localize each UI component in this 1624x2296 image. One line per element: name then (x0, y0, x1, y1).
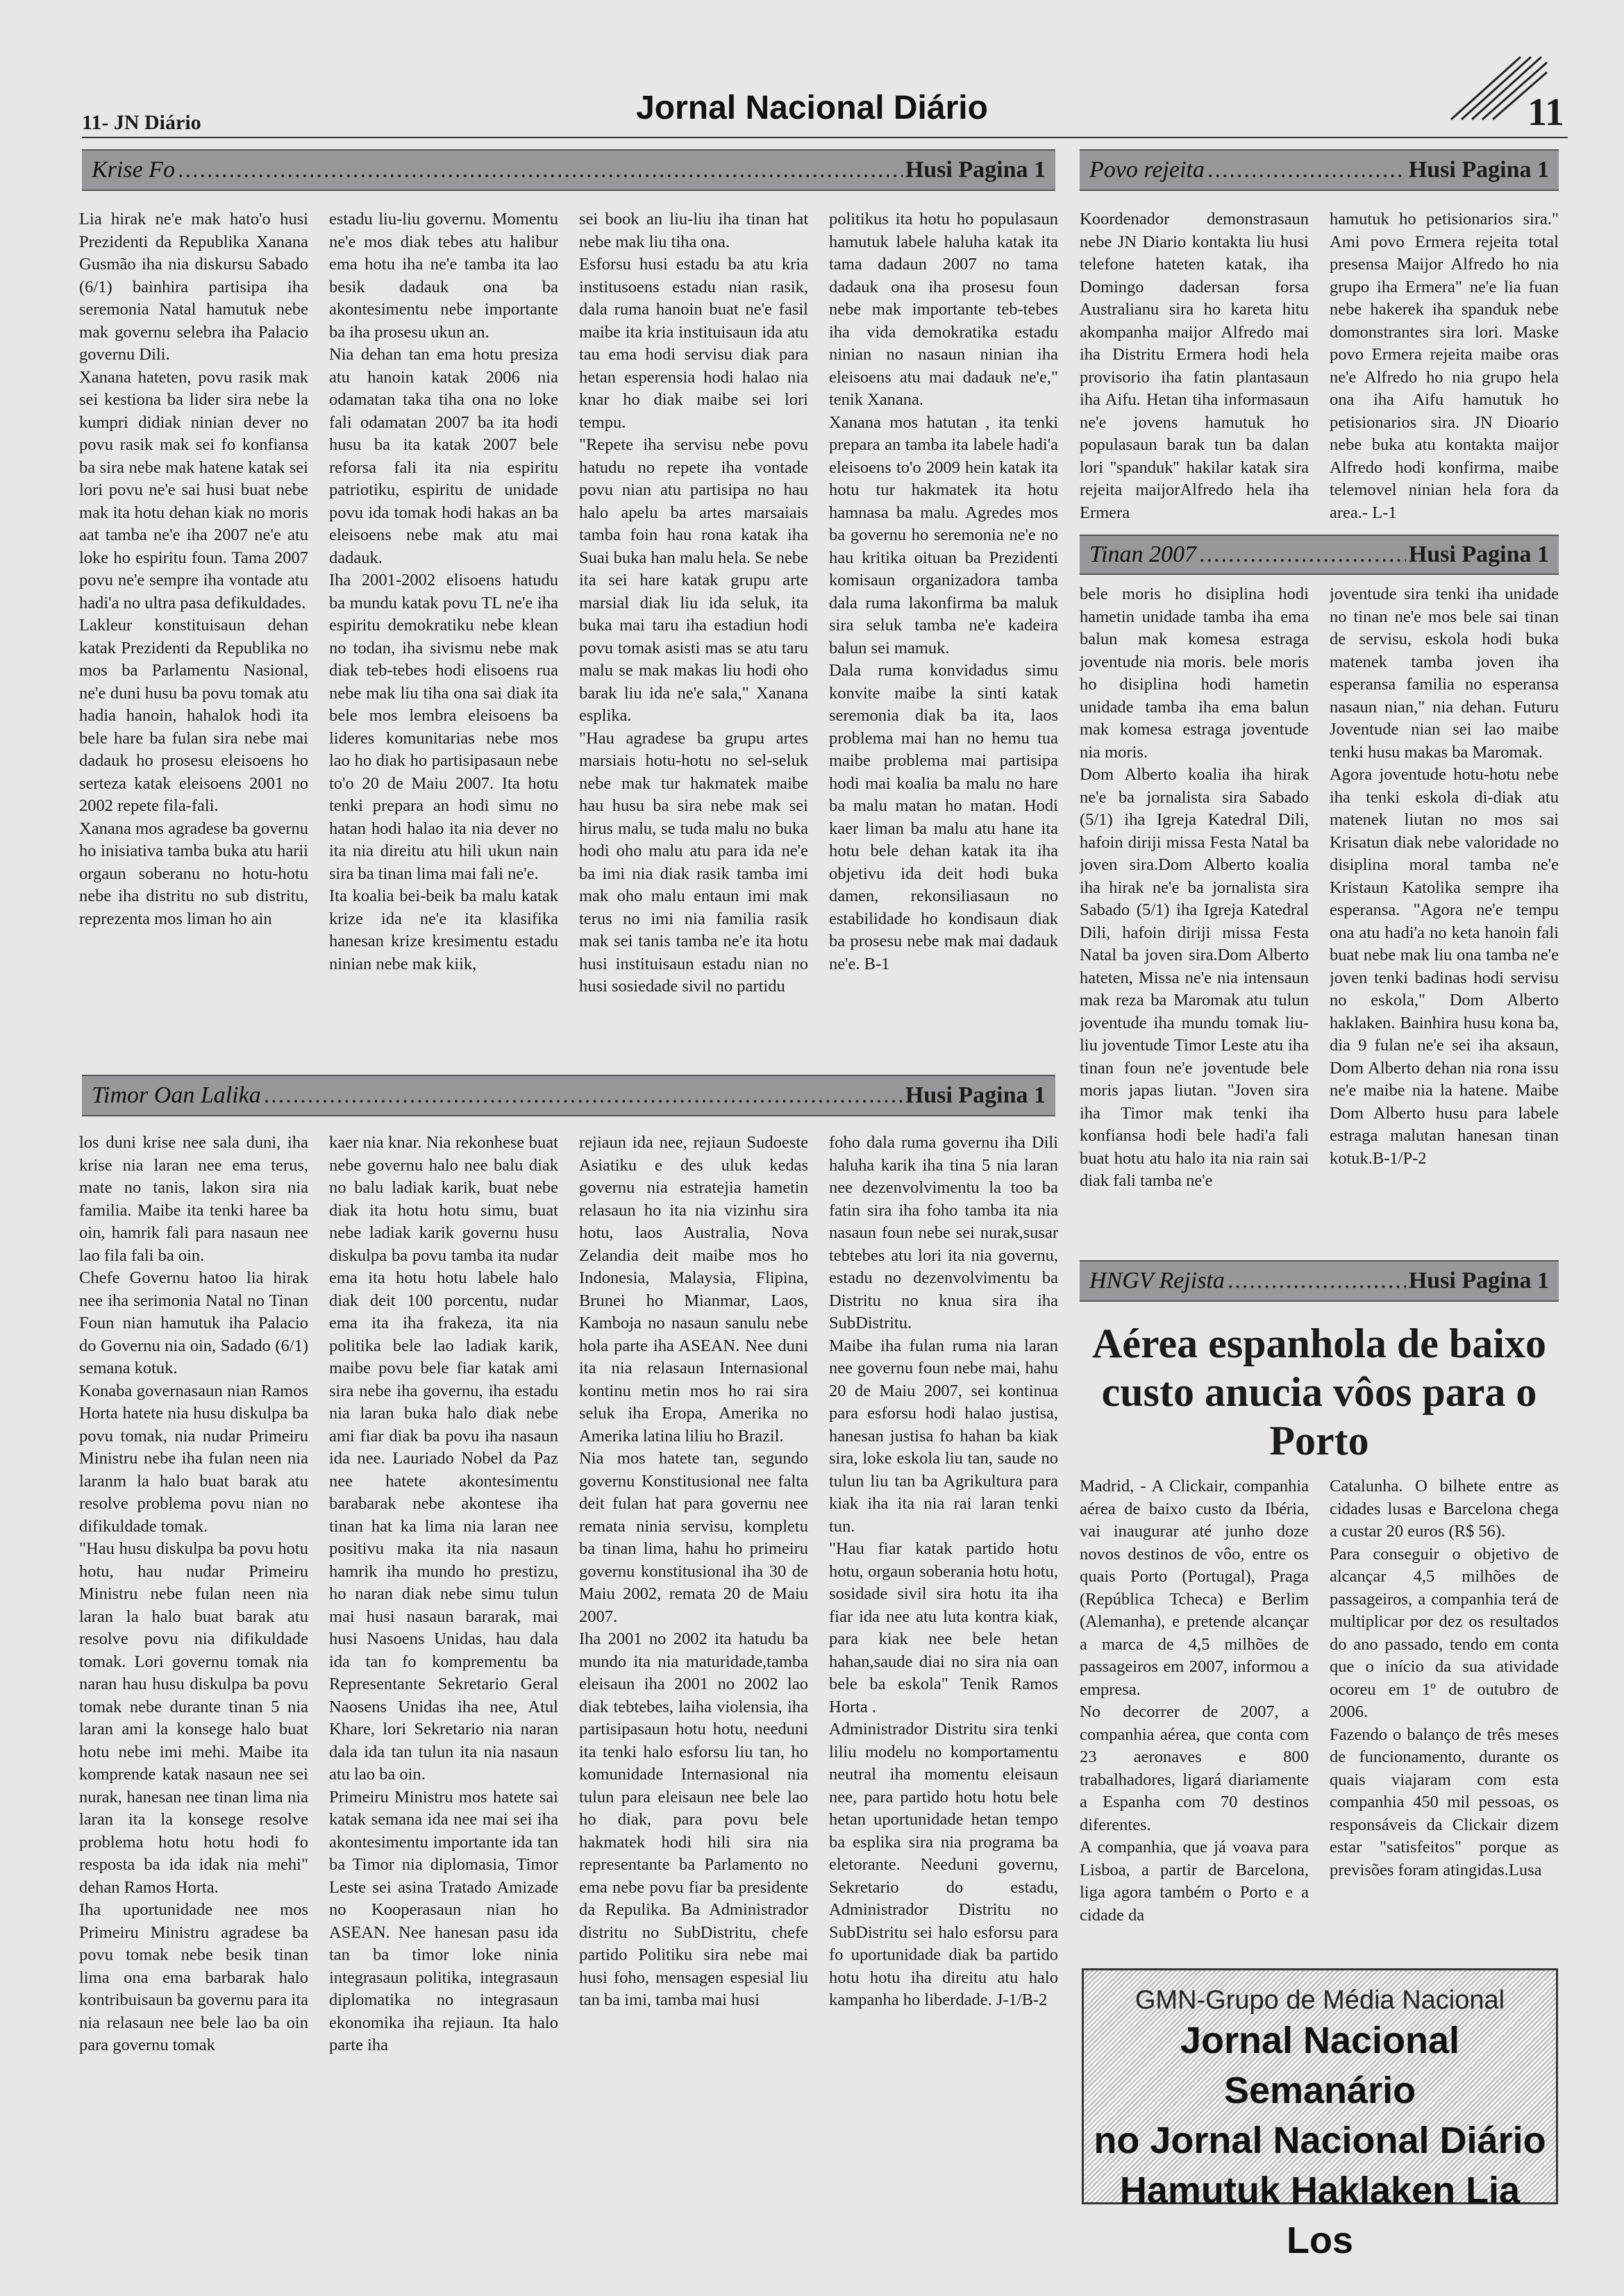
banner-page-ref: Husi Pagina 1 (1408, 1268, 1549, 1293)
paragraph: Chefe Governu hatoo lia hirak nee iha serimonia Natal no Tinan Foun nian hamutuk iha Palacio do Governu nia oin, Sadado (6/1) semana kotuk. (79, 1268, 308, 1377)
paragraph: politikus ita hotu ho populasaun hamutuk labele haluha katak ita tama dadaun 2007 no tama dadauk ona iha prosesu foun nebe mak importante teb-tebes iha vida demokratika estadu ninian no nasaun ninian iha eleisoens atu mai dadauk ne'e," tenik Xanana. (829, 210, 1058, 409)
paragraph: Iha 2001 no 2002 ita hatudu ba mundo ita nia maturidade,tamba eleisaun iha 2001 no 2002 lao diak tebtebes, laiha violensia, iha partisipasaun hotu hotu, needuni ita tenki halo esforsu liu tan, ho komunidade Internasional nia tulun para eleisaun nee bele lao ho diak, para povu bele hakmatek hodi hili sira nia representante ba Parlamento no ema nebe povu fiar ba presidente da Repulika. Ba Administrador distritu no SubDistritu, chefe partido Politiku sira nebe mai husi foho, mensagen espesial liu tan ba imi, tamba mai husi (579, 1629, 808, 2009)
banner-timor-oan-lalika (82, 1075, 1055, 1116)
banner-kicker: Tinan 2007 (1089, 542, 1196, 567)
article-headline: Aérea espanhola de baixo custo anucia vôos para o Porto (1092, 1321, 1546, 1464)
paragraph: Lakleur konstituisaun dehan katak Prezidenti da Republika no mos ba Parlamentu Nasional, ne'e duni husu ba povu tomak atu hadia hanoin, hahalok hodi ita bele hare ba fulan sira nebe mai dadauk ho prosesu eleisoens ho serteza katak eleisoens 2001 no 2002 repete fila-fali. (79, 616, 308, 815)
banner-page-ref: Husi Pagina 1 (905, 1082, 1046, 1108)
tinan-column-2 (1330, 583, 1559, 1257)
paragraph: Para conseguir o objetivo de alcançar 4,5 milhões de passageiros, a companhia terá de multiplicar por dez os resultados do ano passado, tendo em conta que o início da sua atividade ocoreu em 1º de outubro de 2006. (1330, 1544, 1559, 1721)
banner-kicker: Timor Oan Lalika (92, 1082, 261, 1108)
paragraph: "Hau fiar katak partido hotu hotu, orgaun soberania hotu hotu, sosidade sivil sira hotu ita iha fiar ida nee atu luta kontra kiak, para kiak nee bele hetan hahan,saude diai no sira nia oan bele ba eskola" Tenik Ramos Horta . (829, 1539, 1058, 1716)
paragraph: kaer nia knar. Nia rekonhese buat nebe governu halo nee balu diak no balu ladiak karik, buat nebe diak ita hotu hotu simu, buat nebe ladiak karik governu husu diskulpa ba povu tamba ita nudar ema ita hotu hotu labele halo diak deit 100 porcentu, nudar ema ita iha frakeza, ita nia politika bele lao ladiak karik, maibe povu bele fiar katak ami sira nebe iha governu, iha estadu nia laran buka halo diak nebe ami fiar diak ba povu iha nasaun ida nee. Lauriado Nobel da Paz nee hatete akontesimentu barabarak nebe akontese iha tinan hat ka lima nia laran nee positivu maka ita nia nasaun hamrik iha mundo ho prestizu, ho naran diak nebe simu tulun mai husi nasaun bararak, mai husi Nasoens Unidas, hau dala ida tan fo komprementu ba Representante Sekretario Geral Naosens Unidas iha nee, Atul Khare, lori Sekretario nia naran dala ida tan tulun ita nia nasaun atu lao ba oin. (329, 1133, 558, 1784)
banner-kicker: Povo rejeita (1089, 157, 1205, 183)
timor-column-1 (79, 1132, 308, 2215)
banner-kicker: Krise Fo (92, 157, 175, 183)
banner-kicker: HNGV Rejista (1089, 1268, 1225, 1293)
krise-column-4 (829, 208, 1058, 1069)
paragraph: Fazendo o balanço de três meses de funcionamento, durante os quais viajaram com esta companhia 450 mil pessoas, os responsáveis da Clickair dizem estar "satisfeitos" porque as previsões foram atingidas.Lusa (1330, 1725, 1559, 1879)
paragraph: Iha uportunidade nee mos Primeiru Ministru agradese ba povu tomak nebe besik tinan lima ona ema barbarak halo kontribuisaun ba governu para ita nia relasaun nee bele lao ba oin para governu tomak (79, 1900, 308, 2054)
paragraph: Administrador Distritu sira tenki liliu modelu no komportamentu neutral iha momentu eleisaun nee, para partido hotu hotu bele hetan uportunidade hetan tempo ba esplika sira nia programa ba eletorante. Needuni governu, Sekretario do estadu, Administrador Distritu no SubDistritu sei halo esforsu para fo uportunidade diak ba partido hotu hotu iha direitu atu halo kampanha ho liberdade. J-1/B-2 (829, 1720, 1058, 2009)
paragraph: foho dala ruma governu iha Dili haluha karik iha tina 5 nia laran nee dezenvolvimentu la too ba fatin sira iha foho tamba ita nia nasaun foun nebe sei nurak,susar tebtebes atu lori ita nia governu, estadu no dezenvolvimentu ba Distritu no knua sira iha SubDistritu. (829, 1133, 1058, 1332)
paragraph: Dala ruma konvidadus simu konvite maibe la sinti katak seremonia diak ba ita, laos problema mai han no hemu tua maibe problema mai partisipa hodi mai koalia ba malu no hare ba malu matan ho matan. Hodi kaer liman ba malu atu hane ita hotu bele dehan katak ita iha objetivu ida deit hodi buka damen, rekonsiliasaun no estabilidade ho kondisaun diak ba prosesu nebe mak mai dadauk ne'e. B-1 (829, 661, 1058, 973)
timor-column-4 (829, 1132, 1058, 2215)
page-number: 11 (1527, 91, 1564, 134)
paragraph: estadu liu-liu governu. Momentu ne'e mos diak tebes atu halibur ema hotu iha ne'e tamba ita lao besik dadauk ona ba akontesimentu nebe importante ba iha prosesu ukun an. (329, 210, 558, 342)
banner-hngv-rejista (1080, 1260, 1559, 1302)
timor-column-2 (329, 1132, 558, 2215)
paragraph: Ita koalia bei-beik ba malu katak krize ida ne'e ita klasifika hanesan krize kresimentu estadu ninian nebe mak kiik, (329, 887, 558, 973)
paragraph: Lia hirak ne'e mak hato'o husi Prezidenti da Republika Xanana Gusmão iha nia diskursu Sabado (6/1) bainhira partisipa iha seremonia Natal hamutuk nebe mak governu selebra iha Palacio governu Dili. (79, 210, 308, 364)
banner-page-ref: Husi Pagina 1 (1408, 157, 1549, 183)
promo-group-name: GMN-Grupo de Média Nacional (1135, 1986, 1505, 2015)
page-label-left: 11- JN Diário (82, 111, 201, 134)
krise-column-3 (579, 208, 808, 1069)
banner-krise-fo (82, 149, 1055, 191)
banner-page-ref: Husi Pagina 1 (905, 157, 1046, 183)
paragraph: Catalunha. O bilhete entre as cidades lusas e Barcelona chega a custar 20 euros (R$ 56). (1330, 1477, 1559, 1541)
paragraph: "Repete iha servisu nebe povu hatudu no repete iha vontade povu nian atu partisipa no hau halo apelu ba artes marsaiais tamba foin hau rona katak iha Suai buka han malu hela. Se nebe ita sei hare katak grupu arte marsial diak liu ida seluk, ita buka mai taru iha estadiun hodi povu tomak asisti mas se atu taru malu se mak makas liu hodi oho barak liu ida ne'e sala," Xanana esplika. (579, 435, 808, 725)
banner-page-ref: Husi Pagina 1 (1408, 542, 1549, 567)
paragraph: sei book an liu-liu iha tinan hat nebe mak liu tiha ona. (579, 210, 808, 251)
paragraph: Xanana mos hatutan , ita tenki prepara an tamba ita labele hadi'a eleisoens to'o 2009 hein katak ita hotu tur hakmatek ita hotu hamnasa ba malu. Agredes mos ba governu ho seremonia ne'e no hau kritika oituan ba Prezidenti komisaun organizadora tamba dala ruma lakonfirma ba maluk sira seluk tamba ne'e kadeira balun sei mamuk. (829, 412, 1058, 657)
promo-line: no Jornal Nacional Diário (1094, 2120, 1546, 2161)
banner-leader (1228, 1268, 1406, 1294)
paragraph: Nia dehan tan ema hotu presiza atu hanoin katak 2006 nia odamatan taka tiha ona no loke fali odamatan 2007 ba ita hodi husu ba ita katak 2007 bele reforsa fali ita nia espiritu patriotiku, espiritu de unidade povu ida tomak hodi hakas an ba eleisoens nebe mak atu mai dadauk. (329, 345, 558, 567)
krise-column-1 (79, 208, 308, 1069)
paragraph: los duni krise nee sala duni, iha krise nia laran nee ema terus, mate no tanis, lakon sira nia familia. Maibe ita tenki haree ba oin, hamrik fali para nasaun nee lao fila fali ba oin. (79, 1133, 308, 1265)
paragraph: hamutuk ho petisionarios sira." Ami povo Ermera rejeita total presensa Maijor Alfredo ho nia grupo iha Ermera" ne'e lia fuan nebe hakerek iha spanduk nebe domonstrantes sira lori. Maske povo Ermera rejeita maibe oras ne'e Alfredo ho nia grupo hela ona iha Aifu hamutuk ho petisionarios sira. JN Dioario nebe buka atu kontakta maijor Alfredo hodi konfirma, maibe telemovel ninian hela fora da area.- L-1 (1330, 210, 1559, 522)
masthead-title: Jornal Nacional Diário (636, 90, 988, 126)
paragraph: Koordenador demonstrasaun nebe JN Diario kontakta liu husi telefone hateten katak, iha Domingo dadersan forsa Australianu sira ho kareta hitu akompanha maijor Alfredo mai iha Distritu Ermera hodi hela provisorio iha fatin plantasaun iha Aifu. Hetan tiha informasaun ne'e jovens hamutuk ho populasaun barak tun ba dalan lori ''spanduk'' hakilar katak sira rejeita maijorAlfredo hela iha Ermera (1080, 210, 1309, 522)
aerea-column-1 (1080, 1475, 1309, 1961)
banner-leader (264, 1082, 903, 1109)
banner-leader (178, 157, 903, 183)
promo-box (1082, 1968, 1558, 2261)
paragraph: "Hau husu diskulpa ba povu hotu hotu, hau nudar Primeiru Ministru nebe fulan neen nia laran la halo buat barak atu resolve povu nia difikuldade tomak. Lori governu tomak nia naran hau husu diskulpa ba povu tomak nebe durante tinan 5 nia laran ami la konsege halo buat hotu nebe imi mehi. Maibe ita komprende katak nasaun nee sei nurak, hanesan nee tinan lima nia laran ita la konsege resolve problema hotu hotu hodi fo resposta ba ida idak nia mehi" dehan Ramos Horta. (79, 1539, 308, 1897)
paragraph: Xanana mos agradese ba governu ho inisiativa tamba buka atu harii orgaun soberanu no hotu-hotu nebe iha distritu no sub distritu, reprezenta mos liman ho ain (79, 819, 308, 928)
tinan-column-1 (1080, 583, 1309, 1257)
timor-column-3 (579, 1132, 808, 2215)
banner-tinan-2007 (1080, 535, 1559, 575)
paragraph: Primeiru Ministru mos hatete sai katak semana ida nee mai sei iha akontesimentu importante ida tan ba Timor nia diplomasia, Timor Leste sei asina Tratado Amizade no Kooperasaun nian ho ASEAN. Nee hanesan pasu ida tan ba timor loke ninia integrasaun politika, integrasaun diplomatika no integrasaun ekonomika iha rejiaun. Ita halo parte iha (329, 1787, 558, 2054)
paragraph: No decorrer de 2007, a companhia aérea, que conta com 23 aeronaves e 800 trabalhadores, ligará diariamente a Espanha com 70 destinos diferentes. (1080, 1702, 1309, 1834)
paragraph: "Hau agradese ba grupu artes marsiais hotu-hotu no sel-seluk nebe mak tur hakmatek maibe hau husu ba sira nebe mak sei hirus malu, se tuda malu no buka hodi oho malu atu para ida ne'e ba imi nia diak rasik tamba imi mak oho malu entaun imi mak terus no imi nia familia rasik mak sei tanis tamba ne'e ita hotu husi instituisaun estadu nian no husi sosiedade sivil no partidu (579, 728, 808, 996)
banner-leader (1207, 157, 1406, 183)
krise-column-2 (329, 208, 558, 1069)
paragraph: Maibe iha fulan ruma nia laran nee governu foun nebe mai, hahu 20 de Maiu 2007, sei kontinua para esforsu hodi halao justisa, hanesan justisa fo hahan ba kiak sira, loke eskola liu tan, saude no tulun liu tan ba Agrikultura para kiak iha ita nia rai laran tenki tun. (829, 1336, 1058, 1536)
paragraph: Agora joventude hotu-hotu nebe iha tenki eskola di-diak atu matenek liutan no mos sai Krisatun diak nebe valoridade no disiplina moral tamba ne'e Kristaun Katolika sempre iha esperansa. "Agora ne'e tempu ona atu hadi'a no keta hanoin fali buat nebe mak liu ona tamba ne'e joven tenki badinas hodi servisu no eskola," Dom Alberto haklaken. Bainhira husu kona ba, dia 9 fulan ne'e sei iha aksaun, Dom Alberto dehan nia rona issu ne'e maibe nia la hatene. Maibe Dom Alberto husu para labele estraga malutan hanesan tinan kotuk.B-1/P-2 (1330, 765, 1559, 1168)
aerea-column-2 (1330, 1475, 1559, 1961)
promo-slogan: Hamutuk Haklaken Lia Los (1119, 2170, 1521, 2261)
paragraph: Iha 2001-2002 elisoens hatudu ba mundu katak povu TL ne'e iha espiritu demokratiku nebe klean no todan, iha sivismu nebe mak diak teb-tebes hodi elisoens rua nebe mak liu tiha ona sai diak ita bele mos lembra eleisoens ba lideres komunitarias nebe mos lao ho diak ho partisipasaun nebe to'o 20 de Maiu 2007. Ita hotu tenki prepara an hodi simu no hatan hodi halao ita nia dever no ita nia direitu atu hili ukun nain sira ba tinan lima mai fali ne'e. (329, 571, 558, 883)
povo-column-1 (1080, 208, 1309, 528)
paragraph: bele moris ho disiplina hodi hametin unidade tamba iha ema balun mak komesa estraga joventude nia moris. bele moris ho disiplina hodi hametin unidade tamba iha ema balun mak komesa estraga joventude nia moris. (1080, 585, 1309, 762)
paragraph: joventude sira tenki iha unidade no tinan ne'e mos bele sai tinan de servisu, eskola hodi buka matenek tamba joven iha esperansa familia no esperansa nasaun nian," nia dehan. Futuru Joventude nian sei lao maibe tenki husu makas ba Maromak. (1330, 585, 1559, 762)
banner-povo-rejeita (1080, 149, 1559, 191)
povo-column-2 (1330, 208, 1559, 528)
paragraph: Xanana hateten, povu rasik mak sei kestiona ba lider sira nebe la kumpri didiak ninian dever no povu rasik mak sei fo konfiansa ba sira nebe mak hatene katak sei lori povu ne'e sai husi buat nebe mak ita hotu dehan kiak no moris aat tamba ne'e iha 2007 ne'e atu loke ho espiritu foun. Tama 2007 povu ne'e sempre iha vontade atu hadi'a no ultra pasa defikuldades. (79, 367, 308, 612)
paragraph: A companhia, que já voava para Lisboa, a partir de Barcelona, liga agora também o Porto e a cidade da (1080, 1838, 1309, 1925)
paragraph: Dom Alberto koalia iha hirak ne'e ba jornalista sira Sabado (5/1) iha Igreja Katedral Dili, hafoin diriji missa Festa Natal ba joven sira.Dom Alberto koalia iha hirak ne'e ba jornalista sira Sabado (5/1) iha Igreja Katedral Dili, hafoin diriji missa Festa Natal ba joven sira.Dom Alberto hateten, Missa ne'e nia intensaun mak reza ba Maromak atu tulun joventude iha mundu tomak liu-liu joventude Timor Leste atu iha tinan foun ne'e joventude bele moris japas liutan. "Joven sira iha Timor mak tenki iha konfiansa hodi bele hadi'a fali buat hotu atu halo ita nia rain sai diak fali tamba ne'e (1080, 765, 1309, 1190)
promo-line: Jornal Nacional Semanário (1180, 2020, 1460, 2111)
header-rule (82, 137, 1568, 138)
banner-leader (1199, 542, 1406, 568)
paragraph: Konaba governasaun nian Ramos Horta hatete nia husu diskulpa ba povu tomak, nia nudar Primeiru Ministru nebe iha fulan neen nia laranm la halo buat barak atu resolve problema povu nian no difikuldade tomak. (79, 1381, 308, 1536)
paragraph: rejiaun ida nee, rejiaun Sudoeste Asiatiku e des uluk kedas governu nia estratejia hametin relasaun ho ita nia vizinhu sira hotu, laos Australia, Nova Zelandia deit maibe mos ho Indonesia, Malaysia, Flipina, Brunei ho Mianmar, Laos, Kamboja no nasaun sanulu nebe hola parte iha ASEAN. Nee duni ita nia relasaun Internasional kontinu metin mos ho rai sira seluk iha Eropa, Amerika no Amerika latina liliu ho Brazil. (579, 1133, 808, 1446)
paragraph: Esforsu husi estadu ba atu kria institusoens estadu nian rasik, dala ruma hanoin buat ne'e fasil maibe ita kria instituisaun ida atu tau ema hodi servisu diak para hetan esperensia hodi halao nia knar ho diak maibe sei lori tempu. (579, 255, 808, 432)
paragraph: Madrid, - A Clickair, companhia aérea de baixo custo da Ibéria, vai inaugurar até junho doze novos destinos de vôo, entre os quais Porto (Portugal), Praga (República Tcheca) e Berlim (Alemanha), e pretende alcançar a marca de 4,5 milhões de passageiros em 2007, informou a empresa. (1080, 1477, 1309, 1699)
paragraph: Nia mos hatete tan, segundo governu Konstitusional nee falta deit fulan hat para governu nee remata ninia servisu, kompletu ba tinan lima, hahu ho primeiru governu konstitusional iha 30 de Maiu 2002, remata 20 de Maiu 2007. (579, 1449, 808, 1626)
